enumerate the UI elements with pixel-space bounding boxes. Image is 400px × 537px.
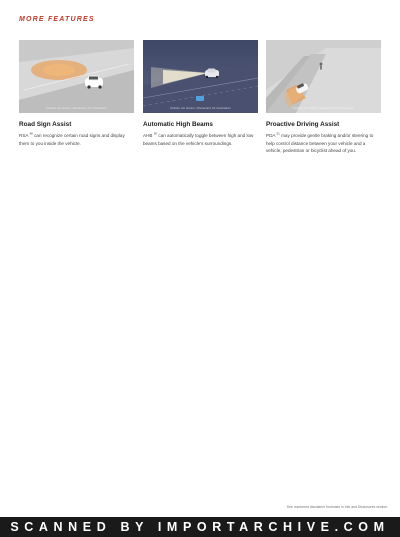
road-sign-assist-image bbox=[19, 40, 134, 113]
high-beam-indicator-icon bbox=[196, 96, 204, 101]
image-caption: Vehicle not shown. Characters for illustration bbox=[170, 107, 231, 110]
feature-road-sign-assist bbox=[19, 40, 134, 147]
feature-description bbox=[266, 132, 381, 155]
feature-title: Proactive Driving Assist bbox=[266, 121, 340, 128]
image-caption: Vehicle not shown. Characters for illustration bbox=[46, 107, 107, 110]
feature-title: Road Sign Assist bbox=[19, 121, 72, 128]
feature-abbr: AHB bbox=[143, 133, 153, 138]
automatic-high-beams-image bbox=[143, 40, 258, 113]
feature-proactive-driving-assist bbox=[266, 40, 381, 155]
footnote-marker: 48 bbox=[29, 131, 33, 136]
feature-description-text: may provide gentle braking and/or steering to help control distance between your vehicle and a vehicle, pedestrian or bicyclist ahead of you. bbox=[266, 133, 374, 154]
scanner-banner bbox=[0, 517, 400, 537]
feature-abbr: PDA bbox=[266, 133, 276, 138]
features-grid bbox=[19, 40, 381, 170]
feature-description bbox=[19, 132, 134, 147]
high-beams-illustration bbox=[143, 40, 258, 113]
feature-description bbox=[143, 132, 258, 147]
feature-automatic-high-beams bbox=[143, 40, 258, 147]
proactive-driving-assist-image bbox=[266, 40, 381, 113]
image-caption: Vehicle not shown. Characters for illustration bbox=[293, 107, 354, 110]
feature-description-text: can automatically toggle between high and low beams based on the vehicle's surroundings. bbox=[143, 133, 254, 146]
feature-description-text: can recognize certain road signs and display them to you inside the vehicle. bbox=[19, 133, 125, 146]
footnote-marker: 51 bbox=[276, 131, 280, 136]
feature-title: Automatic High Beams bbox=[143, 121, 213, 128]
road-sign-illustration bbox=[19, 40, 134, 113]
footnote-marker: 50 bbox=[153, 131, 158, 136]
disclaimer-footnote: See numbered disclaimer footnotes in Info and Disclosures section. bbox=[286, 505, 388, 509]
section-title: MORE FEATURES bbox=[19, 16, 95, 23]
banner-text: SCANNED BY IMPORTARCHIVE.COM bbox=[10, 520, 390, 534]
feature-abbr: RSA bbox=[19, 133, 29, 138]
driving-assist-illustration bbox=[266, 40, 381, 113]
